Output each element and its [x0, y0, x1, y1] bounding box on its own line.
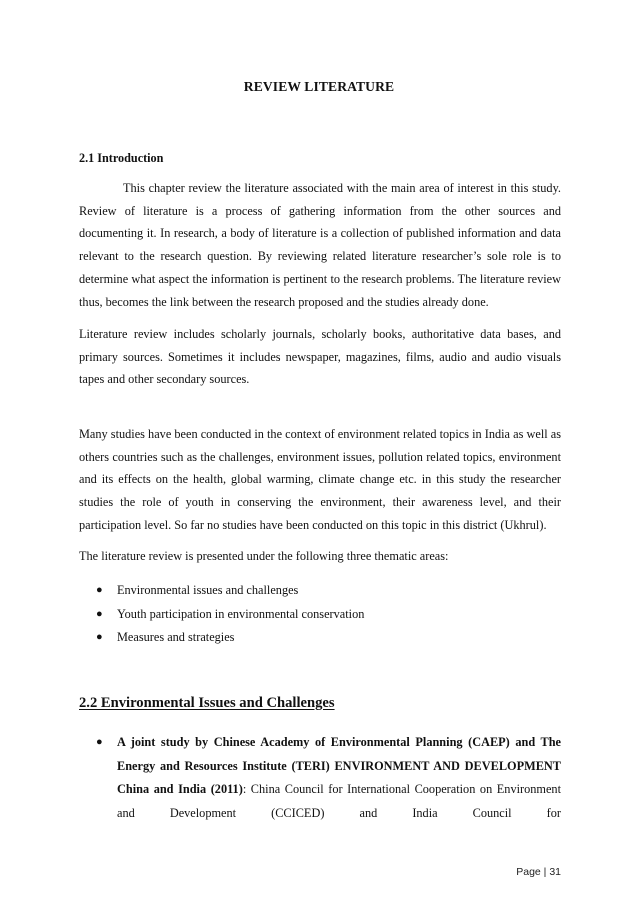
study-list-item	[79, 731, 561, 825]
bullet-icon: ●	[96, 584, 103, 596]
bullet-icon: ●	[96, 631, 103, 643]
list-item	[79, 626, 561, 650]
paragraph-2: Literature review includes scholarly journals, scholarly books, authoritative data bases, and primary sources. Sometimes it includes newspaper, magazines, films, audio and audio visuals tapes and other secondary sources.	[79, 327, 561, 387]
paragraph-2-block	[79, 323, 561, 391]
study-citation-rest: : China Council for International Cooperation on Environment and Development (CCICED) and India Council for	[117, 782, 561, 820]
list-item	[79, 579, 561, 603]
list-item-text: Youth participation in environmental conservation	[117, 606, 365, 621]
section-heading-environmental-issues: 2.2 Environmental Issues and Challenges	[79, 695, 335, 711]
bullet-icon: ●	[96, 736, 103, 748]
list-item-text: Environmental issues and challenges	[117, 583, 299, 597]
page-number: Page | 31	[516, 866, 561, 878]
paragraph-4-block	[79, 545, 561, 568]
page-title: REVIEW LITERATURE	[243, 79, 395, 94]
study-citation-bold: A joint study by Chinese Academy of Environmental Planning (CAEP) and The Energy and Resources Institute (TERI) ENVIRONMENT AND DEVELOPMENT China and India (2011)	[117, 735, 561, 796]
paragraph-1: This chapter review the literature associated with the main area of interest in this study. Review of literature is a process of gathering information from the other sources and documenting it. In research, a body of literature is a collection of published information and data relevant to the research question. By reviewing related literature researcher’s sole role is to determine what aspect the information is pertinent to the research problems. The literature review thus, becomes the link between the research proposed and the studies already done.	[79, 181, 561, 309]
paragraph-3: Many studies have been conducted in the context of environment related topics in India as well as others countries such as the challenges, environment issues, pollution related topics, environment and its effects on the health, global warming, climate change etc. in this study the researcher studies the role of youth in conserving the environment, their awareness level, and their participation level. So far no studies have been conducted on this topic in this district (Ukhrul).	[79, 427, 561, 532]
paragraph-1-block	[79, 177, 561, 313]
bullet-icon: ●	[96, 607, 103, 620]
paragraph-4: The literature review is presented under the following three thematic areas:	[79, 549, 449, 563]
list-item	[79, 603, 561, 627]
study-citation	[117, 731, 561, 825]
section-heading-introduction: 2.1 Introduction	[79, 151, 164, 165]
paragraph-3-block	[79, 423, 561, 537]
list-item-text: Measures and strategies	[117, 630, 235, 644]
thematic-areas-list	[79, 579, 561, 650]
